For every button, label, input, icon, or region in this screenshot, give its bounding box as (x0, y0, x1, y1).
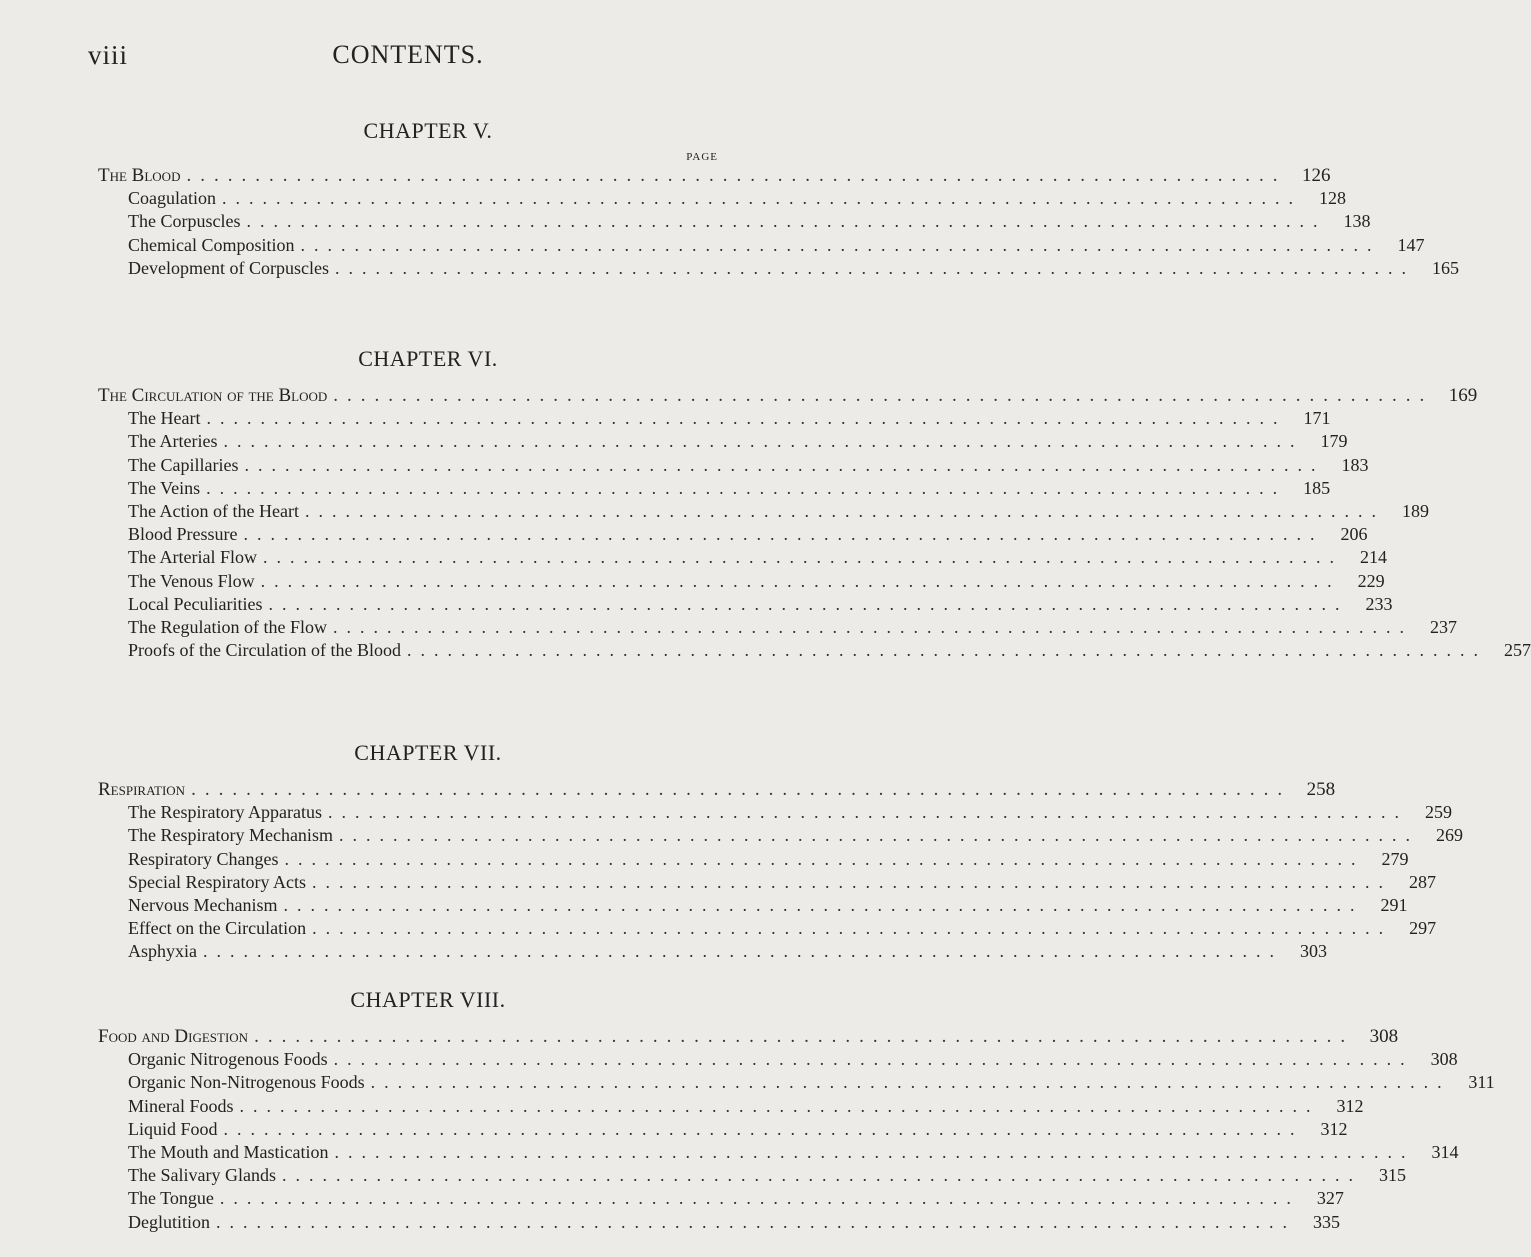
dot-leader: ................................................................................ (333, 1049, 1414, 1070)
dot-leader: ................................................................................ (206, 408, 1287, 429)
toc-entry-row (98, 407, 1331, 430)
dot-leader: ................................................................................ (333, 385, 1434, 406)
dot-leader: ................................................................................ (406, 640, 1487, 661)
toc-entry-title: The Veins (128, 477, 201, 498)
chapter-heading: CHAPTER VI. (358, 346, 498, 371)
toc-entry-row (98, 1095, 1364, 1118)
dot-leader: ................................................................................ (254, 1026, 1355, 1047)
toc-entry-title: Coagulation (128, 188, 216, 209)
dot-leader: ................................................................................ (260, 570, 1341, 591)
toc-page-number: 128 (1319, 188, 1346, 209)
dot-leader: ................................................................................ (327, 802, 1408, 823)
toc-entry-title: The Capillaries (128, 454, 239, 475)
toc-page-number: 237 (1429, 616, 1457, 637)
toc-entry-title: The Salivary Glands (128, 1165, 276, 1186)
toc-entry-title: The Mouth and Mastication (128, 1141, 329, 1162)
toc-page-number: 259 (1424, 802, 1452, 823)
toc-page-number: 189 (1401, 500, 1429, 521)
toc-page-number: 315 (1378, 1165, 1406, 1186)
toc-entry-title: The Circulation of the Blood (98, 385, 328, 406)
dot-leader: ................................................................................ (222, 188, 1302, 209)
dot-leader: ................................................................................ (239, 1095, 1320, 1116)
toc-page-number: 126 (1301, 165, 1331, 186)
toc-entry-title: The Corpuscles (128, 211, 241, 232)
toc-entry-title: Chemical Composition (128, 234, 295, 255)
dot-leader: ................................................................................ (312, 918, 1393, 939)
toc-page-number: 183 (1341, 454, 1369, 475)
toc-entry-row (98, 848, 1409, 871)
toc-entry-row (98, 1048, 1458, 1071)
chapter-section (98, 344, 1531, 662)
running-head (88, 40, 728, 80)
toc-entry-row (98, 616, 1457, 639)
toc-page-number: 287 (1408, 871, 1436, 892)
toc-entry-title: Development of Corpuscles (128, 257, 329, 278)
toc-entry-title: The Action of the Heart (128, 500, 299, 521)
toc-page-number: 269 (1435, 825, 1463, 846)
toc-entry-title: Deglutition (128, 1211, 210, 1232)
toc-page-number: 169 (1448, 385, 1478, 406)
toc-page-number: 147 (1397, 234, 1425, 255)
toc-entry-title: Blood Pressure (128, 524, 238, 545)
toc-entry-title: Special Respiratory Acts (128, 871, 306, 892)
toc-page-number: 297 (1409, 918, 1437, 939)
dot-leader: ................................................................................ (219, 1188, 1300, 1209)
toc-entry-title: The Tongue (128, 1188, 214, 1209)
toc-entry-row (98, 801, 1452, 824)
dot-leader: ................................................................................ (203, 941, 1283, 962)
toc-entry-row (98, 1211, 1340, 1234)
toc-entry-row (98, 940, 1327, 963)
toc-chapter-title-row (98, 1025, 1399, 1048)
toc-entry-title: The Blood (98, 165, 181, 186)
toc-entry-row (98, 477, 1331, 500)
toc-entry-title: Organic Non-Nitrogenous Foods (128, 1072, 365, 1093)
toc-entry-title: Mineral Foods (128, 1095, 234, 1116)
toc-entry-title: The Regulation of the Flow (128, 616, 327, 637)
toc-chapter-title-row (98, 778, 1336, 801)
dot-leader: ................................................................................ (300, 234, 1381, 255)
dot-leader: ................................................................................ (311, 871, 1392, 892)
toc-page-number: 229 (1357, 570, 1385, 591)
toc-entry-title: Food and Digestion (98, 1026, 249, 1047)
dot-leader: ................................................................................ (334, 1141, 1415, 1162)
toc-entry-row (98, 1118, 1348, 1141)
toc-entry-row (98, 210, 1371, 233)
toc-page-number: 165 (1431, 257, 1459, 278)
toc-page-number: 312 (1320, 1118, 1348, 1139)
toc-entry-title: The Arteries (128, 431, 218, 452)
toc-page-number: 179 (1320, 431, 1348, 452)
toc-page-number: 171 (1303, 408, 1331, 429)
toc-page-number: 138 (1343, 211, 1371, 232)
toc-entry-title: Organic Nitrogenous Foods (128, 1049, 328, 1070)
dot-leader: ................................................................................ (283, 894, 1364, 915)
dot-leader: ................................................................................ (284, 848, 1365, 869)
toc-entry-row (98, 570, 1385, 593)
toc-entry-row (98, 234, 1425, 257)
toc-page-number: 308 (1369, 1026, 1399, 1047)
toc-entry-row (98, 593, 1393, 616)
toc-page-number: 311 (1468, 1072, 1495, 1093)
toc-entry-title: Local Peculiarities (128, 593, 263, 614)
toc-entry-title: Nervous Mechanism (128, 894, 278, 915)
toc-page-number: 258 (1306, 779, 1336, 800)
dot-leader: ................................................................................ (370, 1072, 1451, 1093)
dot-leader: ................................................................................ (268, 593, 1349, 614)
toc-chapter-title-row (98, 384, 1478, 407)
toc-entry-row (98, 1164, 1406, 1187)
toc-entry-title: The Respiratory Mechanism (128, 825, 333, 846)
chapter-section (98, 738, 1463, 964)
chapter-heading: CHAPTER V. (363, 118, 493, 143)
dot-leader: ................................................................................ (216, 1211, 1296, 1232)
toc-page-number: 312 (1336, 1095, 1364, 1116)
toc-entry-row (98, 824, 1463, 847)
toc-entry-title: Respiration (98, 779, 186, 800)
toc-entry-row (98, 1187, 1344, 1210)
toc-page-number: 185 (1303, 477, 1331, 498)
toc-entry-row (98, 1071, 1495, 1094)
toc-entry-title: The Heart (128, 408, 201, 429)
toc-entry-row (98, 639, 1531, 662)
toc-entry-title: Effect on the Circulation (128, 918, 307, 939)
page-column-label: PAGE (686, 151, 718, 163)
toc-entry-title: Liquid Food (128, 1118, 218, 1139)
running-title: CONTENTS. (332, 40, 484, 69)
toc-entry-row (98, 546, 1387, 569)
toc-entry-row (98, 187, 1346, 210)
dot-leader: ................................................................................ (246, 211, 1327, 232)
toc-entry-row (98, 500, 1429, 523)
toc-entry-row (98, 871, 1436, 894)
toc-page-number: 335 (1313, 1211, 1340, 1232)
dot-leader: ................................................................................ (262, 547, 1343, 568)
dot-leader: ................................................................................ (206, 477, 1287, 498)
toc-entry-row (98, 894, 1408, 917)
toc-page-number: 233 (1365, 593, 1393, 614)
chapter-section (98, 116, 1459, 280)
toc-entry-row (98, 523, 1368, 546)
dot-leader: ................................................................................ (191, 779, 1292, 800)
dot-leader: ................................................................................ (304, 500, 1385, 521)
toc-chapter-title-row (98, 164, 1331, 187)
toc-entry-title: The Respiratory Apparatus (128, 802, 322, 823)
toc-page-number: 279 (1381, 848, 1409, 869)
toc-entry-row (98, 1141, 1459, 1164)
toc-entry-row (98, 917, 1437, 940)
toc-page-number: 308 (1430, 1049, 1458, 1070)
dot-leader: ................................................................................ (281, 1165, 1362, 1186)
toc-page-number: 214 (1359, 547, 1387, 568)
dot-leader: ................................................................................ (244, 454, 1325, 475)
toc-entry-title: Proofs of the Circulation of the Blood (128, 640, 401, 661)
toc-page-number: 257 (1503, 640, 1531, 661)
dot-leader: ................................................................................ (223, 431, 1304, 452)
toc-entry-title: Asphyxia (128, 941, 197, 962)
toc-page-number: 314 (1431, 1141, 1459, 1162)
toc-page-number: 303 (1300, 941, 1327, 962)
dot-leader: ................................................................................ (334, 257, 1415, 278)
toc-entry-row (98, 454, 1369, 477)
chapter-section (98, 985, 1495, 1234)
toc-page-number: 291 (1380, 894, 1408, 915)
dot-leader: ................................................................................ (223, 1118, 1304, 1139)
toc-page-number: 206 (1340, 524, 1368, 545)
dot-leader: ................................................................................ (186, 165, 1287, 186)
toc-entry-title: The Venous Flow (128, 570, 255, 591)
dot-leader: ................................................................................ (243, 524, 1324, 545)
chapter-heading: CHAPTER VII. (354, 740, 502, 765)
toc-entry-title: Respiratory Changes (128, 848, 279, 869)
toc-entry-row (98, 257, 1459, 280)
page-number: viii (88, 40, 129, 70)
toc-entry-title: The Arterial Flow (128, 547, 257, 568)
chapter-heading: CHAPTER VIII. (350, 987, 506, 1012)
toc-entry-row (98, 430, 1348, 453)
dot-leader: ................................................................................ (332, 616, 1413, 637)
dot-leader: ................................................................................ (338, 825, 1419, 846)
toc-page-number: 327 (1316, 1188, 1344, 1209)
